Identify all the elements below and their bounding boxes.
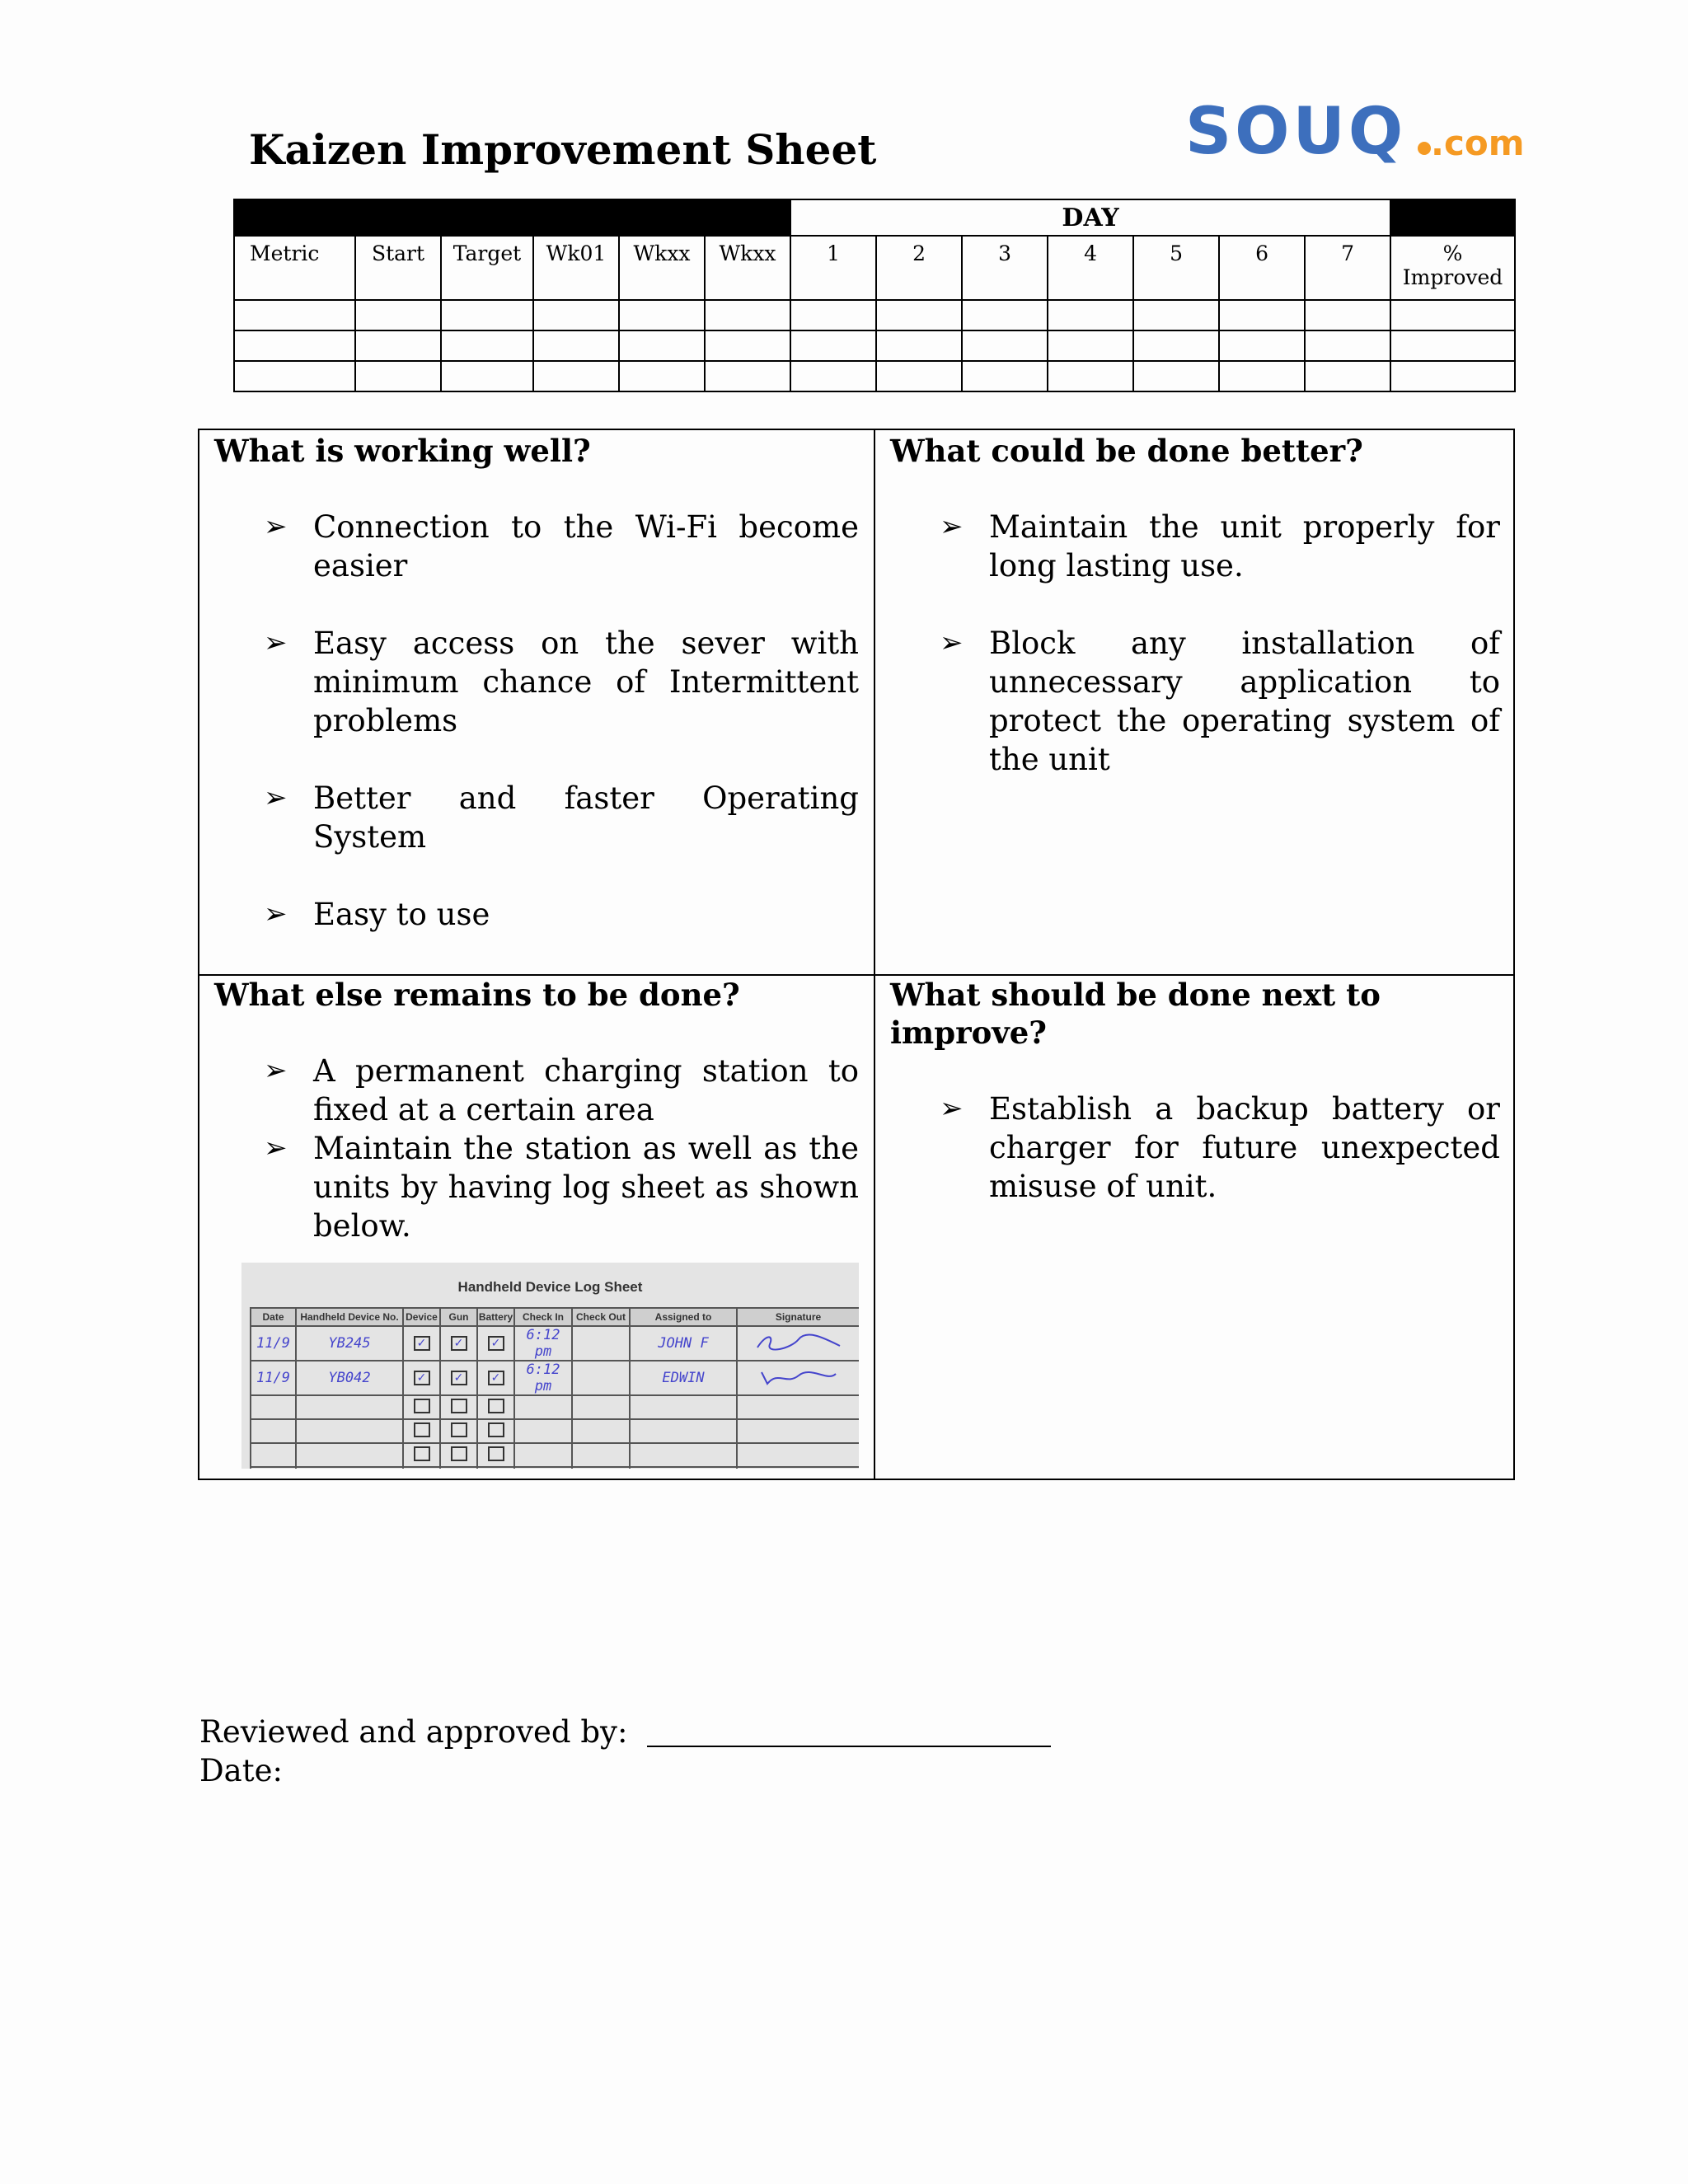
review-block [199,1713,627,1790]
signature-scribble [749,1333,848,1352]
signature-scribble [749,1367,848,1387]
arrow-bullet-icon: ➢ [940,1092,964,1125]
arrow-bullet-icon: ➢ [264,898,288,930]
col-improved [1390,236,1515,300]
col-wk01: Wk01 [533,236,619,300]
logo-dot [1418,142,1431,155]
section-title: What should be done next to improve? [890,977,1381,1051]
signature-line [647,1746,1051,1747]
table-row [234,361,1515,391]
arrow-bullet-icon: ➢ [940,626,964,659]
next-section [890,976,1500,1206]
list-item: ➢ Easy access on the sever with minimum chance of Intermittent problems [264,626,859,738]
list-item: ➢ Connection to the Wi-Fi become easier [264,509,859,583]
table-row [234,300,1515,330]
arrow-bullet-icon: ➢ [264,1132,288,1165]
list-item: ➢ Maintain the unit properly for long lasting use. [940,509,1500,583]
grid-divider-vertical [874,430,875,1479]
improved-label: Improved [1402,265,1503,289]
list-item: ➢ Establish a backup battery or charger for future unexpected misuse of unit. [940,1091,1500,1204]
section-title: What else remains to be done? [214,977,740,1013]
reviewed-label: Reviewed and approved by: [199,1714,628,1750]
list-item: ➢ Maintain the station as well as the units by having log sheet as shown below. [264,1131,859,1244]
metric-columns-row [234,236,1515,300]
souq-logo [1185,97,1531,171]
table-row [251,1395,859,1419]
arrow-bullet-icon: ➢ [264,626,288,659]
remains-section [214,976,859,1245]
col-day-2: 2 [876,236,962,300]
section-title: What is working well? [214,433,591,469]
col-day-1: 1 [790,236,876,300]
table-row [251,1443,859,1467]
list-item: ➢ Block any installation of unnecessary application to protect the operating system of the unit [940,626,1500,777]
log-sheet-photo [241,1263,859,1469]
day-header: DAY [790,199,1390,236]
col-start: Start [355,236,441,300]
logo-text: SOUQ [1185,97,1407,169]
arrow-bullet-icon: ➢ [264,510,288,543]
col-day-5: 5 [1133,236,1219,300]
log-sheet-table: Date Handheld Device No. Device Gun Battery Check In Check Out Assigned to Signature 11/9 YB245 ✓ ✓ ✓ 6:12 pm JOHN F 11/9 YB042 ✓ ✓ ✓ 6:12 pm EDWIN [250,1307,859,1469]
date-label: Date: [199,1753,283,1788]
col-wkxx: Wkxx [705,236,790,300]
arrow-bullet-icon: ➢ [940,510,964,543]
header-black-band [234,199,790,236]
col-wkxx: Wkxx [619,236,705,300]
table-row [251,1419,859,1443]
log-sheet-title: Handheld Device Log Sheet [457,1279,643,1295]
arrow-bullet-icon: ➢ [264,781,288,814]
section-title: What could be done better? [890,433,1363,469]
list-item: ➢ A permanent charging station to fixed at a certain area [264,1053,859,1127]
table-row: 11/9 YB042 ✓ ✓ ✓ 6:12 pm EDWIN [251,1361,859,1395]
improved-symbol: % [1442,241,1463,265]
header-black-band-right [1390,199,1515,236]
col-metric: Metric [234,236,355,300]
logo-suffix: .com [1431,123,1525,163]
working-well-section [214,432,859,972]
col-day-3: 3 [962,236,1048,300]
list-item: ➢ Better and faster Operating System [264,780,859,855]
col-day-7: 7 [1305,236,1390,300]
table-row [251,1467,859,1469]
metric-table [233,199,1516,392]
page-title: Kaizen Improvement Sheet [249,125,877,174]
done-better-section [890,432,1500,818]
list-item: ➢ Easy to use [264,897,490,932]
metric-header-row [234,199,1515,236]
table-row: 11/9 YB245 ✓ ✓ ✓ 6:12 pm JOHN F [251,1326,859,1361]
col-target: Target [441,236,533,300]
table-row [234,330,1515,361]
col-day-4: 4 [1048,236,1133,300]
arrow-bullet-icon: ➢ [264,1054,288,1087]
col-day-6: 6 [1219,236,1305,300]
